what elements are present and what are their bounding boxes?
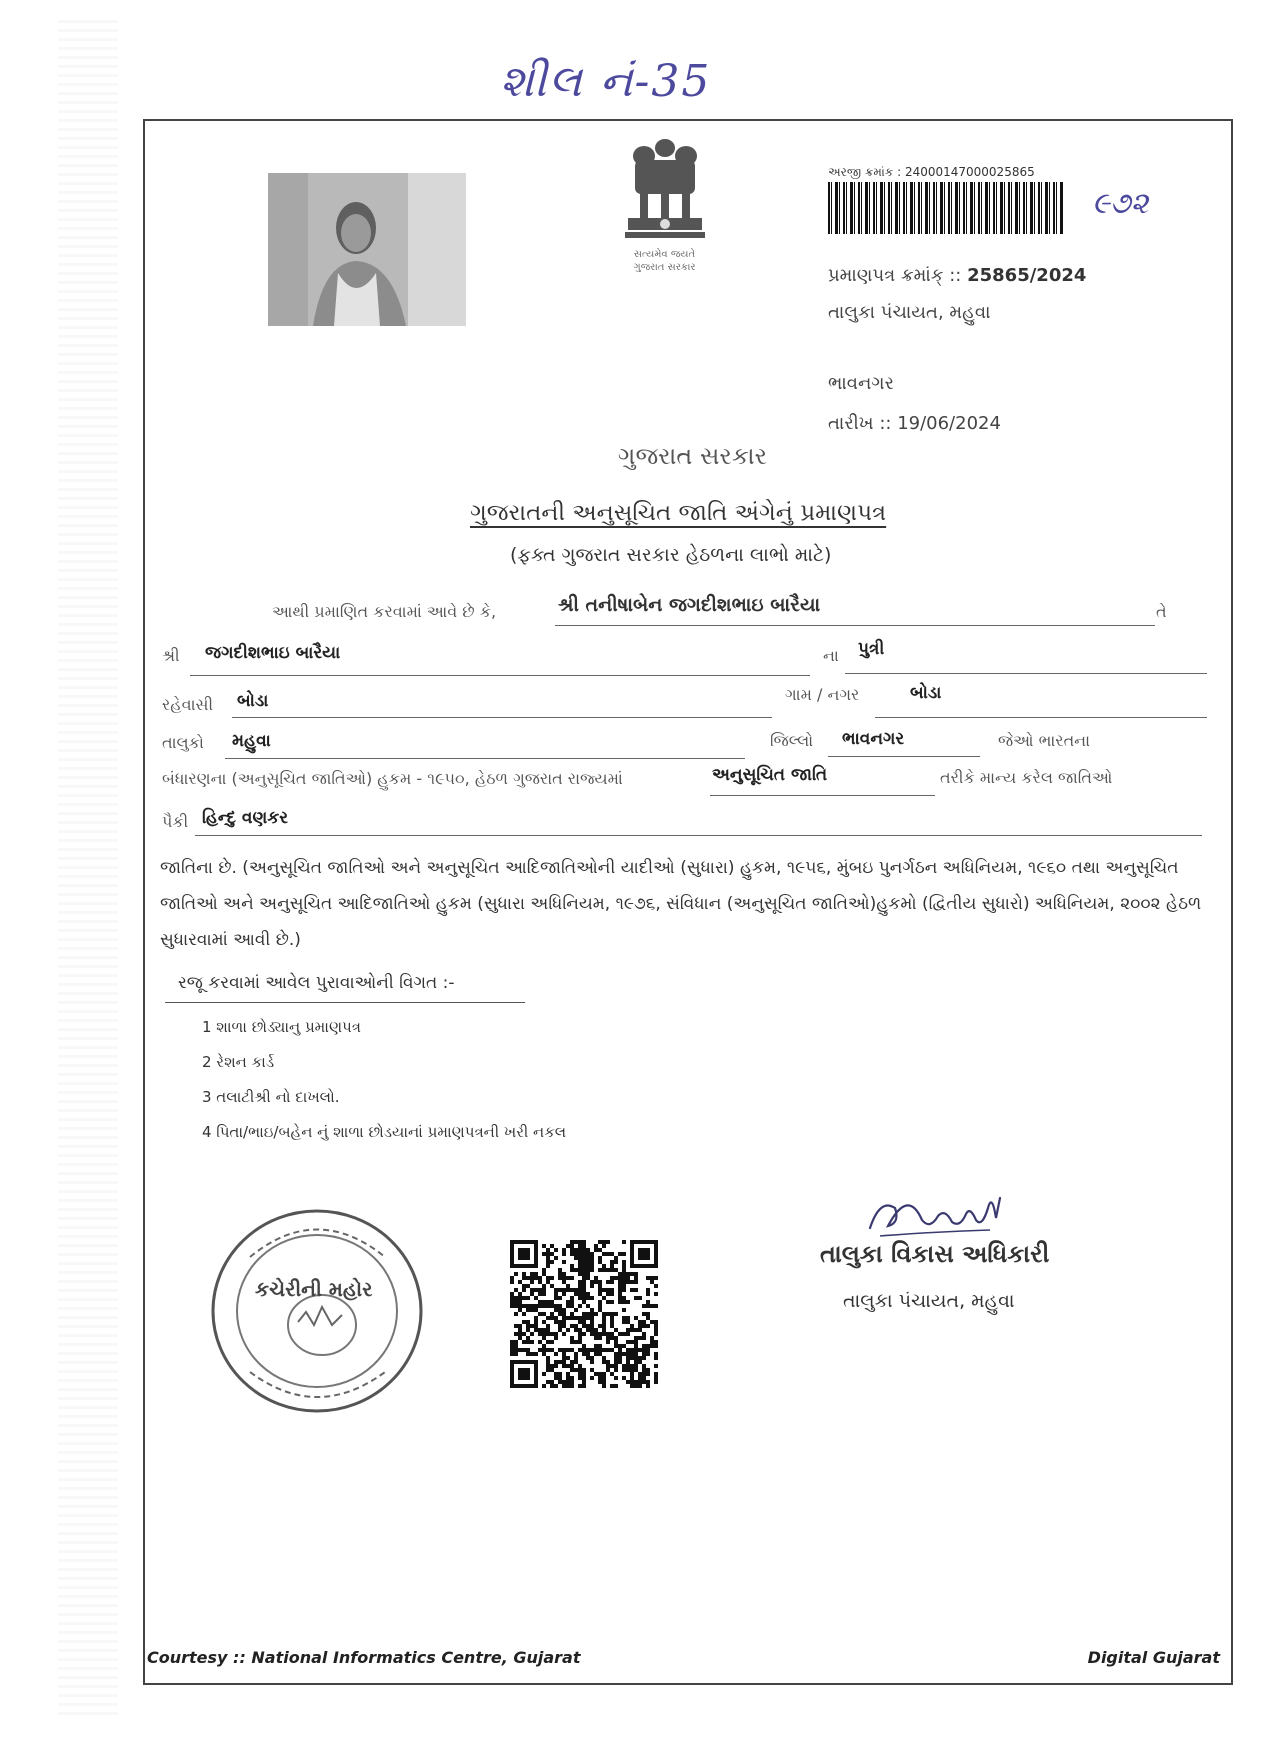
handwritten-number: ૯૭૨ xyxy=(1092,186,1149,221)
resident-value: બોડા xyxy=(237,691,269,711)
ashoka-emblem-icon xyxy=(620,136,710,248)
evidence-item: 1 શાળા છોડ્યાનુ પ્રમાણપત્ર xyxy=(202,1018,361,1036)
village-label: ગામ / નગર xyxy=(785,685,860,704)
evidence-item: 4 પિતા/ભાઇ/બહેન નું શાળા છોડયાનાં પ્રમાણપત્રની ખરી નકલ xyxy=(202,1123,567,1141)
among-label: પૈકી xyxy=(162,812,189,831)
footer-brand: Digital Gujarat xyxy=(1087,1648,1220,1667)
constitution-text: બંધારણના (અનુસૂચિત જાતિઓ) હુકમ - ૧૯૫૦, હેઠળ ગુજરાત રાજ્યમાં xyxy=(162,769,623,788)
india-text: જેઓ ભારતના xyxy=(998,731,1091,750)
verification-qr-code xyxy=(510,1240,658,1388)
footer-courtesy: Courtesy :: National Informatics Centre, Gujarat xyxy=(147,1648,581,1667)
certificate-number-value: 25865/2024 xyxy=(967,265,1087,286)
officer-signature xyxy=(860,1178,1010,1248)
district-header: ભાવનગર xyxy=(828,373,894,394)
emblem-motto: સત્યમેવ જયતે xyxy=(633,249,696,260)
father-name-rule xyxy=(190,675,810,676)
application-barcode xyxy=(828,182,1064,234)
evidence-item: 2 રેશન કાર્ડ xyxy=(202,1053,275,1071)
taluka-rule xyxy=(225,758,745,759)
date-label: તારીખ :: xyxy=(828,413,892,434)
issuing-office: તાલુકા પંચાયત, મહુવા xyxy=(828,302,991,323)
village-rule xyxy=(875,717,1207,718)
margin-scan-artifact xyxy=(58,20,118,1720)
taluka-value: મહુવા xyxy=(232,731,271,751)
certificate-title: ગુજરાતની અનુસૂચિત જાતિ અંગેનું પ્રમાણપત્ર xyxy=(470,500,887,526)
certificate-number xyxy=(828,265,1086,286)
father-name: જગદીશભાઇ બારૈયા xyxy=(205,643,341,663)
district-value: ભાવનગર xyxy=(842,729,905,749)
government-heading: ગુજરાત સરકાર xyxy=(617,442,768,470)
taluka-label: તાલુકો xyxy=(162,733,204,752)
evidence-title: રજૂ કરવામાં આવેલ પુરાવાઓની વિગત :- xyxy=(178,973,455,993)
na-label: ના xyxy=(823,646,839,665)
caste-rule xyxy=(195,835,1202,836)
district-rule xyxy=(828,756,980,757)
date-value: 19/06/2024 xyxy=(897,413,1001,434)
te-text: તે xyxy=(1156,602,1167,621)
handwritten-file-note: શીલ નં-35 xyxy=(500,56,712,107)
category-rule xyxy=(710,795,935,796)
category-value: અનુસૂચિત જાતિ xyxy=(712,765,828,785)
district-label: જિલ્લો xyxy=(770,731,814,750)
relation-rule xyxy=(845,673,1207,674)
relation-value: પુત્રી xyxy=(858,639,885,659)
recognized-text: તરીકે માન્ય કરેલ જાતિઓ xyxy=(940,768,1113,787)
office-seal-icon xyxy=(210,1207,424,1415)
village-value: બોડા xyxy=(910,683,942,703)
caste-value: હિન્દુ વણકર xyxy=(202,808,289,828)
applicant-name: શ્રી તનીષાબેન જગદીશભાઇ બારૈયા xyxy=(558,594,821,616)
resident-label: રહેવાસી xyxy=(162,695,214,714)
certificate-subtitle: (ફક્ત ગુજરાત સરકાર હેઠળના લાભો માટે) xyxy=(510,544,832,566)
officer-office: તાલુકા પંચાયત, મહુવા xyxy=(843,1290,1015,1312)
evidence-item: 3 તલાટીશ્રી નો દાખલો. xyxy=(202,1088,340,1106)
certificate-number-label: પ્રમાણપત્ર ક્રમાંક્ :: xyxy=(828,265,962,286)
applicant-name-rule xyxy=(555,625,1155,626)
certify-text: આથી પ્રમાણિત કરવામાં આવે છે કે, xyxy=(272,602,497,621)
applicant-photo xyxy=(268,173,466,326)
officer-title: તાલુકા વિકાસ અધિકારી xyxy=(820,1240,1050,1268)
seal-label: કચેરીની મહોર xyxy=(255,1277,373,1301)
resident-rule xyxy=(232,717,772,718)
shri-label: શ્રી xyxy=(162,646,180,665)
state-emblem xyxy=(612,136,717,286)
application-number: અરજી ક્રમાંક : 24000147000025865 xyxy=(828,165,1035,179)
legal-paragraph: જાતિના છે. (અનુસૂચિત જાતિઓ અને અનુસૂચિત આદિજાતિઓની યાદીઓ (સુધારા) હુકમ, ૧૯૫૬, મુંબઇ પુનર્ગઠન અધિનિયમ, ૧૯૬૦ તથા અનુસૂચિત જાતિઓ અને અનુસૂચિત આદિજાતિઓ હુકમ (સુધારા અધિનિયમ, ૧૯૭૬, સંવિધાન (અનુસૂચિત જાતિઓ)હુકમો (દ્વિતીય સુધારો) અધિનિયમ, ૨૦૦૨ હેઠળ સુધારવામાં આવી છે.) xyxy=(160,858,1202,950)
evidence-title-rule xyxy=(165,1002,525,1003)
issue-date xyxy=(828,413,1001,434)
emblem-government: ગુજરાત સરકાર xyxy=(633,262,696,273)
